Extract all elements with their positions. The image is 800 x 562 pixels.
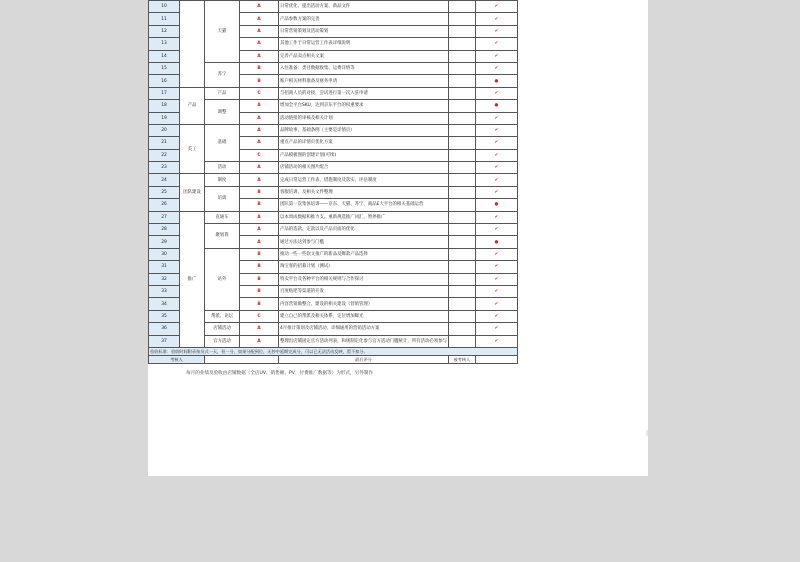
row-number: 11 bbox=[149, 13, 180, 25]
status-mark: ✔ bbox=[475, 137, 517, 149]
row-number: 35 bbox=[149, 310, 180, 322]
status-mark: ✔ bbox=[475, 149, 517, 161]
status-mark: ● bbox=[475, 75, 517, 87]
reviewer-label: 被考核人 bbox=[448, 355, 475, 363]
table-row bbox=[149, 174, 518, 186]
subcategory-cell: 站外 bbox=[205, 248, 240, 310]
priority-level: A bbox=[240, 112, 279, 124]
task-description: 店铺活动的相关图片配合 bbox=[279, 162, 449, 174]
subcategory-cell: 产品 bbox=[205, 87, 240, 99]
status-mark: ✔ bbox=[475, 25, 517, 37]
table-row bbox=[149, 211, 518, 223]
subcategory-cell: 基础 bbox=[205, 124, 240, 161]
row-number: 29 bbox=[149, 236, 180, 248]
priority-level: C bbox=[240, 310, 279, 322]
subcategory-cell: 制度 bbox=[205, 174, 240, 186]
task-description: 建立自己的帮派及相关体系，定位增加曝光 bbox=[279, 310, 449, 322]
row-number: 27 bbox=[149, 211, 180, 223]
task-description: 通过方法达到参与门槛 bbox=[279, 236, 449, 248]
task-description: 产品参数方案的完善 bbox=[279, 13, 449, 25]
table-row bbox=[149, 335, 518, 347]
priority-level: A bbox=[240, 100, 279, 112]
row-number: 28 bbox=[149, 224, 180, 236]
category-cell: 团队建设 bbox=[180, 174, 205, 211]
subcategory-cell: 苏宁 bbox=[205, 62, 240, 87]
task-description: 完善产品卖点相关文案 bbox=[279, 50, 449, 62]
status-mark: ✔ bbox=[475, 310, 517, 322]
table-row bbox=[149, 162, 518, 174]
table-row bbox=[149, 323, 518, 335]
task-description: 日常营销策划及活动策划 bbox=[279, 25, 449, 37]
priority-level: A bbox=[240, 174, 279, 186]
row-number: 25 bbox=[149, 186, 180, 198]
evaluator-label: 考核人 bbox=[149, 355, 205, 363]
row-number: 14 bbox=[149, 50, 180, 62]
row-number: 26 bbox=[149, 199, 180, 211]
priority-level: A bbox=[240, 236, 279, 248]
status-mark: ✔ bbox=[475, 285, 517, 297]
priority-level: A bbox=[240, 137, 279, 149]
task-description: 品牌故事，基础条例（主要是详情页） bbox=[279, 124, 449, 136]
category-cell: 美工 bbox=[180, 124, 205, 174]
priority-level: B bbox=[240, 285, 279, 297]
task-description: 推动一些一些软文推广的新品及爆款产品选择 bbox=[279, 248, 449, 260]
row-number: 16 bbox=[149, 75, 180, 87]
priority-level: C bbox=[240, 87, 279, 99]
acceptance-criteria: 验收标准：验收时间附录按员式一天，但一分，如果分配到位，无抄中延期完成分，可以已无法活动反映，暂不扣分。 bbox=[149, 347, 518, 355]
subcategory-cell: 活动 bbox=[205, 162, 240, 174]
status-mark: ✔ bbox=[475, 38, 517, 50]
status-mark: ✔ bbox=[475, 174, 517, 186]
reviewer-value bbox=[475, 355, 517, 363]
status-mark: ✔ bbox=[475, 112, 517, 124]
task-description: 产品模板图的创建计划(可续) bbox=[279, 149, 449, 161]
priority-level: A bbox=[240, 25, 279, 37]
task-description: 百度贴吧等渠道的开发 bbox=[279, 285, 449, 297]
priority-level: A bbox=[240, 162, 279, 174]
priority-level: A bbox=[240, 124, 279, 136]
table-row bbox=[149, 1, 518, 13]
priority-level: B bbox=[240, 199, 279, 211]
subcategory-cell: 聚划算 bbox=[205, 224, 240, 249]
document-page bbox=[148, 0, 648, 476]
priority-level: A bbox=[240, 211, 279, 223]
priority-level: A bbox=[240, 38, 279, 50]
task-description: 其他工作于日常运营工作表详细说明 bbox=[279, 38, 449, 50]
status-mark: ✔ bbox=[475, 50, 517, 62]
status-mark: ✔ bbox=[475, 186, 517, 198]
page-edge-mark bbox=[646, 430, 648, 436]
priority-level: A bbox=[240, 1, 279, 13]
priority-level: B bbox=[240, 62, 279, 74]
status-mark: ✔ bbox=[475, 273, 517, 285]
priority-level: C bbox=[240, 149, 279, 161]
status-mark: ● bbox=[475, 100, 517, 112]
task-description: 团队第一次集体培训——京东、天猫、苏宁，商品E大平台的相关基础运营 bbox=[279, 199, 449, 211]
row-number: 22 bbox=[149, 149, 180, 161]
status-mark: ✔ bbox=[475, 248, 517, 260]
row-number: 20 bbox=[149, 124, 180, 136]
task-description: 整理出店铺固定官方活动列表，和规制定化参与官方活动门槛统计，所有活动必须参与 bbox=[279, 335, 449, 347]
priority-level: B bbox=[240, 298, 279, 310]
task-description: 重点产品的详情页优化方案 bbox=[279, 137, 449, 149]
row-number: 32 bbox=[149, 273, 180, 285]
task-description: 日常优化、提出活动方案、新品文件 bbox=[279, 1, 449, 13]
task-description: 活动链接的审核及相关计划 bbox=[279, 112, 449, 124]
table-row bbox=[149, 310, 518, 322]
final-score-label: 最后评分 bbox=[279, 355, 449, 363]
table-row bbox=[149, 87, 518, 99]
subcategory-cell: 官方活动 bbox=[205, 335, 240, 347]
row-number: 15 bbox=[149, 62, 180, 74]
task-description: 淘宝客的招募计划（测试） bbox=[279, 261, 449, 273]
task-description: 4月推计策划及店铺活动，详细通用的营销活动方案 bbox=[279, 323, 449, 335]
row-number: 17 bbox=[149, 87, 180, 99]
task-description: 账户相关材料准备及财务申请 bbox=[279, 75, 449, 87]
subcategory-cell: 培训 bbox=[205, 186, 240, 211]
row-number: 34 bbox=[149, 298, 180, 310]
row-number: 21 bbox=[149, 137, 180, 149]
row-number: 37 bbox=[149, 335, 180, 347]
table-row bbox=[149, 124, 518, 136]
signature-row bbox=[149, 355, 518, 363]
spreadsheet-table bbox=[148, 0, 518, 364]
status-mark: ● bbox=[475, 199, 517, 211]
task-description: 入住准备：类目数据收集、运费详情等 bbox=[279, 62, 449, 74]
task-description: 增加全平台SKU，达到京东平台的权重要求 bbox=[279, 100, 449, 112]
row-number: 24 bbox=[149, 174, 180, 186]
row-number: 23 bbox=[149, 162, 180, 174]
priority-level: A bbox=[240, 13, 279, 25]
task-description: 内容营销做整合，建设的相关建设（营销管理） bbox=[279, 298, 449, 310]
status-mark: ✔ bbox=[475, 224, 517, 236]
row-number: 12 bbox=[149, 25, 180, 37]
priority-level: B bbox=[240, 273, 279, 285]
status-mark: ● bbox=[475, 236, 517, 248]
priority-level: B bbox=[240, 261, 279, 273]
task-description: 特卖平台及各种平台的相关规则与合作探讨 bbox=[279, 273, 449, 285]
row-number: 31 bbox=[149, 261, 180, 273]
criteria-row bbox=[149, 347, 518, 355]
status-mark: ✔ bbox=[475, 87, 517, 99]
category-cell: 产品 bbox=[180, 87, 205, 124]
priority-level: A bbox=[240, 50, 279, 62]
table-row bbox=[149, 248, 518, 260]
task-description: 完成日常运营工作表、措施制度及落实、评估制度 bbox=[279, 174, 449, 186]
priority-level: B bbox=[240, 186, 279, 198]
status-mark: ✔ bbox=[475, 335, 517, 347]
status-mark: ✔ bbox=[475, 323, 517, 335]
priority-level: B bbox=[240, 248, 279, 260]
status-mark: ✔ bbox=[475, 298, 517, 310]
subcategory-cell: 天猫 bbox=[205, 1, 240, 63]
subcategory-cell: 店铺活动 bbox=[205, 323, 240, 335]
priority-level: A bbox=[240, 224, 279, 236]
subcategory-cell: 直通车 bbox=[205, 211, 240, 223]
table-row bbox=[149, 186, 518, 198]
table-row bbox=[149, 100, 518, 112]
status-mark: ✔ bbox=[475, 211, 517, 223]
table-row bbox=[149, 62, 518, 74]
status-mark: ✔ bbox=[475, 13, 517, 25]
evaluator-value bbox=[205, 355, 279, 363]
table-row bbox=[149, 224, 518, 236]
category-cell: 推广 bbox=[180, 211, 205, 347]
priority-level: B bbox=[240, 75, 279, 87]
task-description: 产品的选款、定款以及产品页面的优化 bbox=[279, 224, 449, 236]
subcategory-cell: 帮派、论坛 bbox=[205, 310, 240, 322]
status-mark: ✔ bbox=[475, 1, 517, 13]
category-cell bbox=[180, 1, 205, 88]
row-number: 36 bbox=[149, 323, 180, 335]
footnote: 每月的业绩及验收由店铺数据（全店UV、销售额、PV、付费推广数据等）为形式，另外制作 bbox=[186, 371, 373, 376]
priority-level: A bbox=[240, 335, 279, 347]
row-number: 13 bbox=[149, 38, 180, 50]
row-number: 30 bbox=[149, 248, 180, 260]
priority-level: A bbox=[240, 323, 279, 335]
status-mark: ✔ bbox=[475, 124, 517, 136]
status-mark: ✔ bbox=[475, 62, 517, 74]
subcategory-cell: 调整 bbox=[205, 100, 240, 125]
task-description: 客服培训、及相关文件整理 bbox=[279, 186, 449, 198]
task-description: 与招商人员的对接，尝试进行第一次入驻申请 bbox=[279, 87, 449, 99]
row-number: 33 bbox=[149, 285, 180, 297]
row-number: 10 bbox=[149, 1, 180, 13]
task-description: 以本周成数据和推力支，重新规选推广词汇，暂停推广 bbox=[279, 211, 449, 223]
status-mark: ✔ bbox=[475, 162, 517, 174]
row-number: 19 bbox=[149, 112, 180, 124]
row-number: 18 bbox=[149, 100, 180, 112]
status-mark: ✔ bbox=[475, 261, 517, 273]
